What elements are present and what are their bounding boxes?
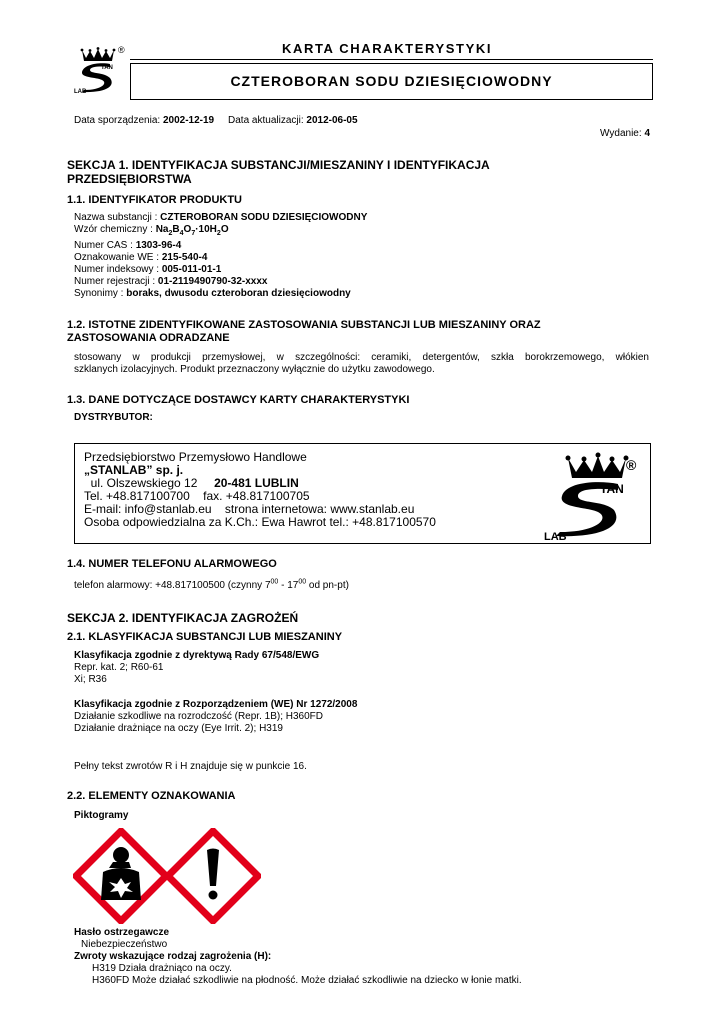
distributor-label: DYSTRYBUTOR: [74,412,153,423]
pictograms-label: Piktogramy [74,810,129,821]
doc-type-title: KARTA CHARAKTERYSTYKI [282,41,493,56]
h360-statement: H360FD Może działać szkodliwie na płodność. Może działać szkodliwie na dziecko w łonie matki. [92,975,522,986]
email-link[interactable]: E-mail: info@stanlab.eu [84,502,212,516]
product-identifiers: Nazwa substancji : CZTEROBORAN SODU DZIESIĘCIOWODNY Wzór chemiczny : $Na_2B_4O_7\cdot 10H_2O$ Numer CAS : 1303-96-4 Oznakowanie WE : 215-540-4 Numer indeksowy : 005-011-01-1 Numer rejestracji : 01-2119490790-32-xxxx Synonimy : boraks, dwusodu czteroboran dziesięciowodny [74,212,368,299]
s22-title: 2.2. ELEMENTY OZNAKOWANIA [67,790,236,802]
label-elements [74,927,522,987]
s12-title: 1.2. ISTOTNE ZIDENTYFIKOWANE ZASTOSOWANIA SUBSTANCJI LUB MIESZANINY ORAZ ZASTOSOWANIA ODRADZANE [67,319,541,344]
s21-title: 2.1. KLASYFIKACJA SUBSTANCJI LUB MIESZANINY [67,631,343,643]
directive-classification: Klasyfikacja zgodnie z dyrektywą Rady 67/548/EWG Repr. kat. 2; R60-61 Xi; R36 [74,650,320,685]
s12-text: stosowany w produkcji przemysłowej, w szczególności: ceramiki, detergentów, szkła borokrzemowego, włókien szklanych izolacyjnych. Produkt przeznaczony wyłącznie do użytku zawodowego. [74,352,649,375]
exclamation-mark-icon [165,828,261,924]
section2-title: SEKCJA 2. IDENTYFIKACJA ZAGROŻEŃ [67,611,299,625]
s13-title: 1.3. DANE DOTYCZĄCE DOSTAWCY KARTY CHARAKTERYSTYKI [67,394,410,406]
stanlab-logo [72,46,124,94]
created-value: 2002-12-19 [162,115,215,126]
edition-line [600,128,650,140]
registered-mark: ® [118,45,125,55]
edition-label: Wydanie: [600,128,642,139]
health-hazard-icon [73,828,169,924]
alarm-phone: telefon alarmowy: +48.817100500 (czynny $7^{00} - 17^{00}$ od pn-pt) [74,578,349,591]
section1-title: SEKCJA 1. IDENTYFIKACJA SUBSTANCJI/MIESZANINY I IDENTYFIKACJA PRZEDSIĘBIORSTWA [67,158,490,186]
h319-statement: H319 Działa drażniąco na oczy. [92,963,232,974]
header-divider [130,59,653,60]
s11-title: 1.1. IDENTYFIKATOR PRODUKTU [67,194,242,206]
created-label: Data sporządzenia: [74,115,161,126]
signal-word-value: Niebezpieczeństwo [81,939,168,950]
regulation-classification: Klasyfikacja zgodnie z Rozporządzeniem (WE) Nr 1272/2008 Działanie szkodliwe na rozrodczość (Repr. 1B); H360FD Działanie drażniące na oczy (Eye Irrit. 2); H319 [74,699,358,734]
svg-text:TAN: TAN [101,65,113,71]
full-text-note: Pełny tekst zwrotów R i H znajduje się w punkcie 16. [74,761,307,772]
svg-text:LAB: LAB [544,531,567,542]
updated-value: 2012-06-05 [306,115,358,126]
svg-text:TAN: TAN [600,482,624,496]
h-statements-label: Zwroty wskazujące rodzaj zagrożenia (H): [74,951,272,962]
dates-line [74,115,358,127]
edition-value: 4 [644,128,650,139]
s14-title: 1.4. NUMER TELEFONU ALARMOWEGO [67,558,277,570]
registered-mark-large: ® [626,457,637,473]
product-title-box [130,63,653,100]
product-title: CZTEROBORAN SODU DZIESIĘCIOWODNY [230,73,553,89]
svg-text:LAB: LAB [74,89,87,94]
website-link[interactable]: strona internetowa: www.stanlab.eu [224,502,415,516]
updated-label: Data aktualizacji: [228,115,304,126]
stanlab-logo-large [540,452,640,542]
distributor-details: Przedsiębiorstwo Przemysłowo Handlowe „STANLAB” sp. j. ul. Olszewskiego 12 20-481 LUBLIN Tel. +48.817100700 fax. +48.817100705 E-mail: info@stanlab.eu strona internetowa: www.stanlab.eu Osoba odpowiedzialna za K.Ch.: Ewa Hawrot tel.: +48.817100570 [84,450,436,529]
formula-line: Wzór chemiczny : $Na_2B_4O_7\cdot 10H_2O$ [74,224,229,237]
signal-word-label: Hasło ostrzegawcze [74,927,170,938]
